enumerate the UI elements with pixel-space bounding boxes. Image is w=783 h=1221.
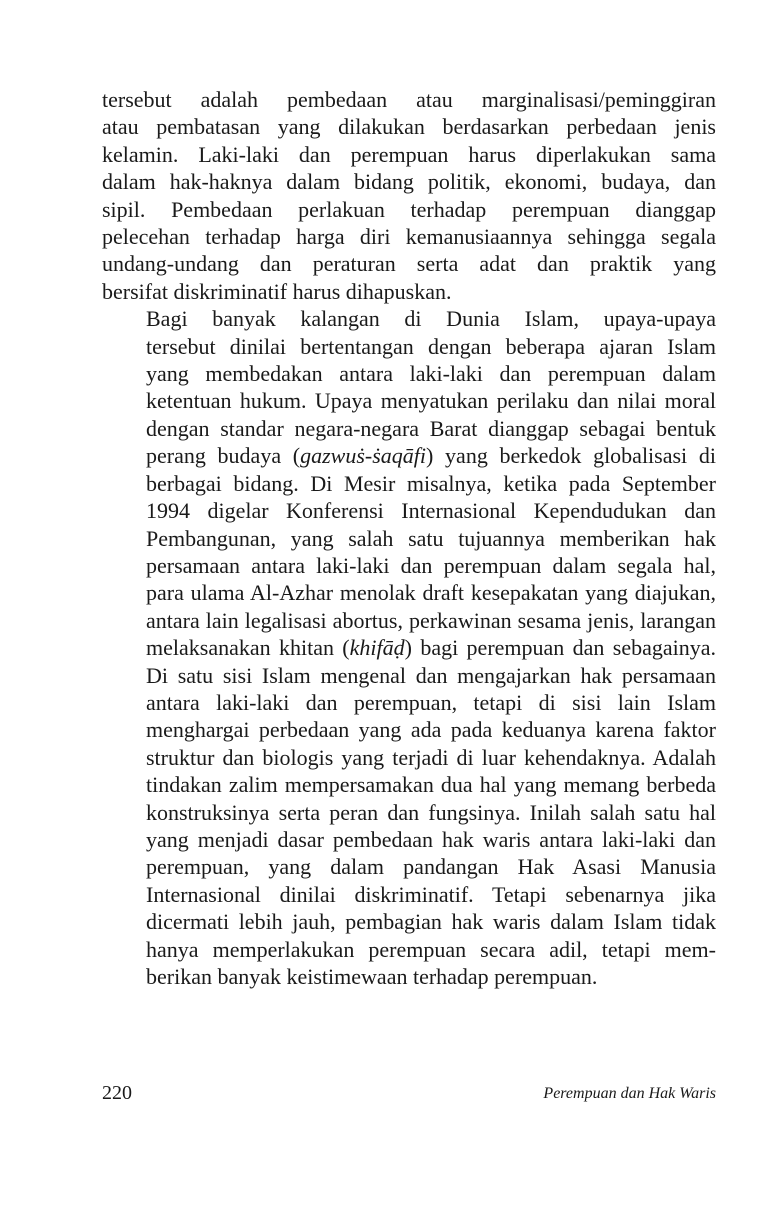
- text-line: kelamin. Laki-laki dan perempuan harus diperlakukan sama: [102, 141, 716, 167]
- text-line: pelecehan terhadap harga diri kemanusiaannya sehingga segala: [102, 224, 716, 250]
- text-line: tindakan zalim mempersamakan dua hal yang memang berbeda: [146, 772, 716, 798]
- text-line: atau pembatasan yang dilakukan berdasarkan perbedaan jenis: [102, 114, 716, 140]
- text-line: dengan standar negara-negara Barat dianggap sebagai bentuk: [146, 415, 716, 441]
- text-line: berbagai bidang. Di Mesir misalnya, ketika pada September: [146, 470, 716, 496]
- body-text: [102, 86, 716, 990]
- text-line: 1994 digelar Konferensi Internasional Kependudukan dan: [146, 498, 716, 524]
- paragraph: [102, 86, 716, 305]
- running-title: Perempuan dan Hak Waris: [543, 1085, 716, 1102]
- text-line: antara lain legalisasi abortus, perkawinan sesama jenis, larangan: [146, 607, 716, 633]
- text-line: konstruksinya serta peran dan fungsinya. Inilah salah satu hal: [146, 799, 716, 825]
- page-body: [102, 86, 716, 990]
- text-line: Internasional dinilai diskriminatif. Tetapi sebenarnya jika: [146, 881, 716, 907]
- text-line: undang-undang dan peraturan serta adat dan praktik yang: [102, 251, 716, 277]
- italic-term: khifāḍ: [349, 635, 405, 661]
- text-line: dicermati lebih jauh, pembagian hak waris dalam Islam tidak: [146, 909, 716, 935]
- text-line: dalam hak-haknya dalam bidang politik, ekonomi, budaya, dan: [102, 169, 716, 195]
- text-line: yang menjadi dasar pembedaan hak waris antara laki-laki dan: [146, 826, 716, 852]
- text-line: menghargai perbedaan yang ada pada keduanya karena faktor: [146, 717, 716, 743]
- text-line: para ulama Al-Azhar menolak draft kesepakatan yang diajukan,: [146, 580, 716, 606]
- paragraph: [102, 305, 716, 990]
- italic-term: gazwuṡ-ṡaqāfi: [300, 443, 427, 469]
- text-line: melaksanakan khitan (khifāḍ) bagi perempuan dan sebagainya.: [146, 635, 716, 661]
- text-line: Pembangunan, yang salah satu tujuannya memberikan hak: [146, 525, 716, 551]
- text-line: tersebut dinilai bertentangan dengan beberapa ajaran Islam: [146, 333, 716, 359]
- page-footer: [102, 1082, 716, 1106]
- text-line: Di satu sisi Islam mengenal dan mengajarkan hak persamaan: [146, 662, 716, 688]
- text-line: persamaan antara laki-laki dan perempuan dalam segala hal,: [146, 552, 716, 578]
- text-line: sipil. Pembedaan perlakuan terhadap perempuan dianggap: [102, 196, 716, 222]
- text-line: perempuan, yang dalam pandangan Hak Asasi Manusia: [146, 854, 716, 880]
- text-line: perang budaya (gazwuṡ-ṡaqāfi) yang berkedok globalisasi di: [146, 443, 716, 469]
- text-line: berikan banyak keistimewaan terhadap perempuan.: [146, 964, 598, 989]
- text-line: Bagi banyak kalangan di Dunia Islam, upaya-upaya: [146, 306, 716, 332]
- text-line: antara laki-laki dan perempuan, tetapi di sisi lain Islam: [146, 689, 716, 715]
- text-line: hanya memperlakukan perempuan secara adil, tetapi mem-: [146, 936, 716, 962]
- text-line: yang membedakan antara laki-laki dan perempuan dalam: [146, 361, 716, 387]
- text-line: tersebut adalah pembedaan atau marginalisasi/peminggiran: [102, 87, 716, 112]
- text-line: struktur dan biologis yang terjadi di luar kehendaknya. Adalah: [146, 744, 716, 770]
- text-line: ketentuan hukum. Upaya menyatukan perilaku dan nilai moral: [146, 388, 716, 414]
- text-line: bersifat diskriminatif harus dihapuskan.: [102, 278, 452, 304]
- page-number: 220: [102, 1082, 132, 1104]
